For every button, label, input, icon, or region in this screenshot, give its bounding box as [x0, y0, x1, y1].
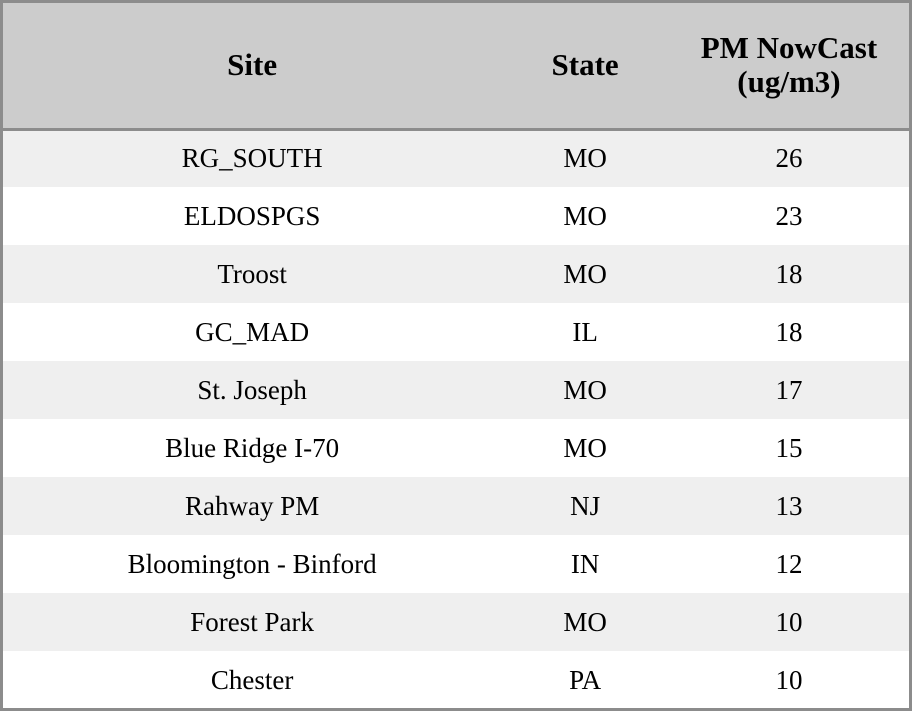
pm-nowcast-table: [3, 3, 909, 709]
cell-state: PA: [501, 651, 669, 709]
cell-state: MO: [501, 245, 669, 303]
cell-pm-nowcast: 10: [669, 593, 909, 651]
cell-pm-nowcast: 18: [669, 245, 909, 303]
table-header: [3, 3, 909, 129]
cell-state: IL: [501, 303, 669, 361]
table-row: [3, 187, 909, 245]
cell-pm-nowcast: 15: [669, 419, 909, 477]
table-row: [3, 477, 909, 535]
cell-site: St. Joseph: [3, 361, 501, 419]
cell-site: Chester: [3, 651, 501, 709]
cell-state: MO: [501, 361, 669, 419]
cell-site: Forest Park: [3, 593, 501, 651]
cell-pm-nowcast: 12: [669, 535, 909, 593]
table-row: [3, 129, 909, 187]
cell-site: Blue Ridge I-70: [3, 419, 501, 477]
table-row: [3, 361, 909, 419]
table-row: [3, 535, 909, 593]
table-row: [3, 419, 909, 477]
cell-pm-nowcast: 26: [669, 129, 909, 187]
table-header-row: [3, 3, 909, 129]
table-row: [3, 593, 909, 651]
table-row: [3, 303, 909, 361]
cell-state: NJ: [501, 477, 669, 535]
cell-site: ELDOSPGS: [3, 187, 501, 245]
cell-pm-nowcast: 13: [669, 477, 909, 535]
cell-state: MO: [501, 419, 669, 477]
table-row: [3, 245, 909, 303]
cell-state: MO: [501, 187, 669, 245]
cell-site: Rahway PM: [3, 477, 501, 535]
cell-state: IN: [501, 535, 669, 593]
cell-site: GC_MAD: [3, 303, 501, 361]
column-header-site: Site: [3, 3, 501, 129]
column-header-state: State: [501, 3, 669, 129]
table-body: [3, 129, 909, 709]
cell-pm-nowcast: 10: [669, 651, 909, 709]
cell-state: MO: [501, 129, 669, 187]
cell-site: Troost: [3, 245, 501, 303]
cell-site: RG_SOUTH: [3, 129, 501, 187]
cell-pm-nowcast: 18: [669, 303, 909, 361]
table-row: [3, 651, 909, 709]
cell-pm-nowcast: 23: [669, 187, 909, 245]
cell-site: Bloomington - Binford: [3, 535, 501, 593]
column-header-pm-nowcast: PM NowCast (ug/m3): [669, 3, 909, 129]
cell-pm-nowcast: 17: [669, 361, 909, 419]
cell-state: MO: [501, 593, 669, 651]
